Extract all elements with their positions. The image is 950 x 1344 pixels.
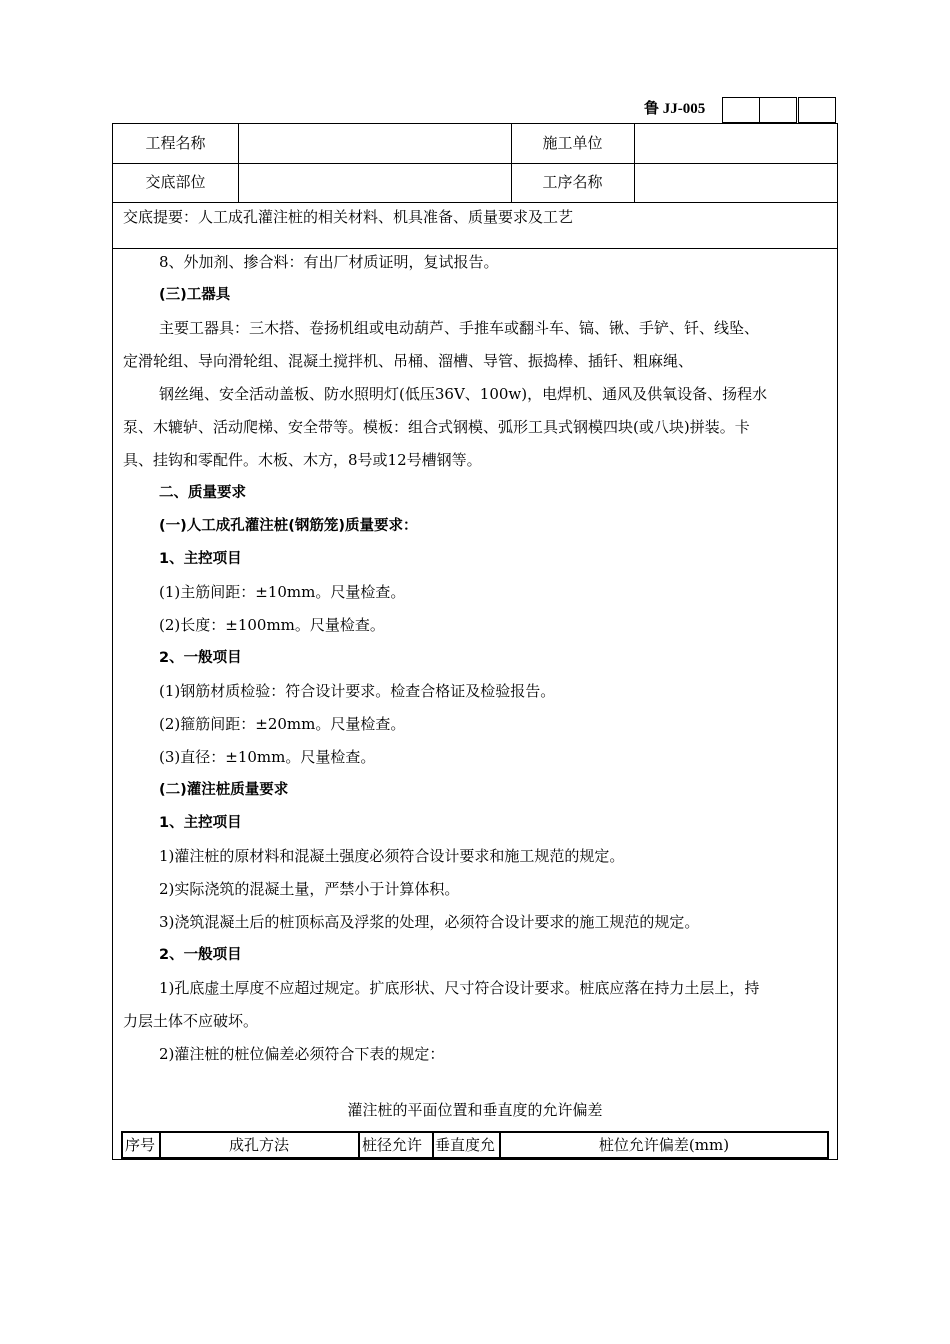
contractor-label: 施工单位 [542,134,603,152]
document-code: 鲁 JJ-005 [644,101,706,117]
paragraph: 主要工器具：三木搭、卷扬机组或电动葫芦、手推车或翻斗车、镐、锹、手铲、钎、线坠、 [159,319,760,337]
paragraph: 具、挂钩和零配件。木板、木方，8号或12号槽钢等。 [123,451,482,469]
project-name-value [238,124,511,163]
paragraph: 定滑轮组、导向滑轮组、混凝土搅拌机、吊桶、溜槽、导管、振捣棒、插钎、粗麻绳、 [123,352,694,370]
deviation-table [121,1131,829,1159]
header-cell-position: 桩位允许偏差(mm) [598,1136,730,1154]
header-cell-method: 成孔方法 [228,1136,289,1154]
process-label: 工序名称 [542,173,603,191]
code-box-3 [798,97,836,123]
col-divider [432,1133,434,1157]
section-heading: 1、主控项目 [159,815,242,831]
col-divider [358,1133,360,1157]
section-heading: 1、主控项目 [159,551,242,567]
col-divider [238,124,239,202]
table-caption: 灌注桩的平面位置和垂直度的允许偏差 [347,1101,603,1119]
code-box-2 [759,97,797,123]
briefing-form [112,123,838,1160]
row-divider [113,202,837,203]
header-cell-diameter: 桩径允许 [362,1136,423,1154]
briefing-summary: 交底提要：人工成孔灌注桩的相关材料、机具准备、质量要求及工艺 [123,208,574,226]
header-cell-verticality: 垂直度允 [435,1136,496,1154]
code-box-1 [722,97,760,123]
section-heading: (一)人工成孔灌注桩(钢筋笼)质量要求： [159,518,418,534]
process-value [634,163,837,202]
contractor-value [634,124,837,163]
paragraph: 1)孔底虚土厚度不应超过规定。扩底形状、尺寸符合设计要求。桩底应落在持力土层上，持 [159,979,760,997]
paragraph: (3)直径：±10mm。尺量检查。 [159,748,376,766]
paragraph: 3)浇筑混凝土后的桩顶标高及浮浆的处理，必须符合设计要求的施工规范的规定。 [159,913,700,931]
section-heading: 二、质量要求 [159,485,246,501]
row-divider [113,163,837,164]
section-heading: (二)灌注桩质量要求 [159,782,289,798]
paragraph: (2)箍筋间距：±20mm。尺量检查。 [159,715,406,733]
section-heading: 2、一般项目 [159,650,242,666]
col-divider [511,124,512,202]
section-heading: 2、一般项目 [159,947,242,963]
paragraph: 8、外加剂、掺合料：有出厂材质证明，复试报告。 [159,253,499,271]
section-heading: (三)工器具 [159,287,231,303]
col-divider [634,124,635,202]
paragraph: 力层土体不应破坏。 [123,1012,259,1030]
location-label: 交底部位 [145,173,206,191]
paragraph: 泵、木辘轳、活动爬梯、安全带等。模板：组合式钢模、弧形工具式钢模四块(或八块)拼装。卡 [123,418,750,436]
paragraph: (2)长度：±100mm。尺量检查。 [159,616,385,634]
location-value [238,163,511,202]
paragraph: 2)灌注桩的桩位偏差必须符合下表的规定： [159,1045,445,1063]
paragraph: (1)钢筋材质检验：符合设计要求。检查合格证及检验报告。 [159,682,556,700]
paragraph: 钢丝绳、安全活动盖板、防水照明灯(低压36V、100w)，电焊机、通风及供氧设备、扬程水 [159,385,768,403]
briefing-content [123,246,829,1071]
paragraph: 1)灌注桩的原材料和混凝土强度必须符合设计要求和施工规范的规定。 [159,847,625,865]
paragraph: 2)实际浇筑的混凝土量，严禁小于计算体积。 [159,880,460,898]
paragraph: (1)主筋间距：±10mm。尺量检查。 [159,583,406,601]
header-cell-index: 序号 [125,1136,156,1154]
project-name-label: 工程名称 [145,134,206,152]
